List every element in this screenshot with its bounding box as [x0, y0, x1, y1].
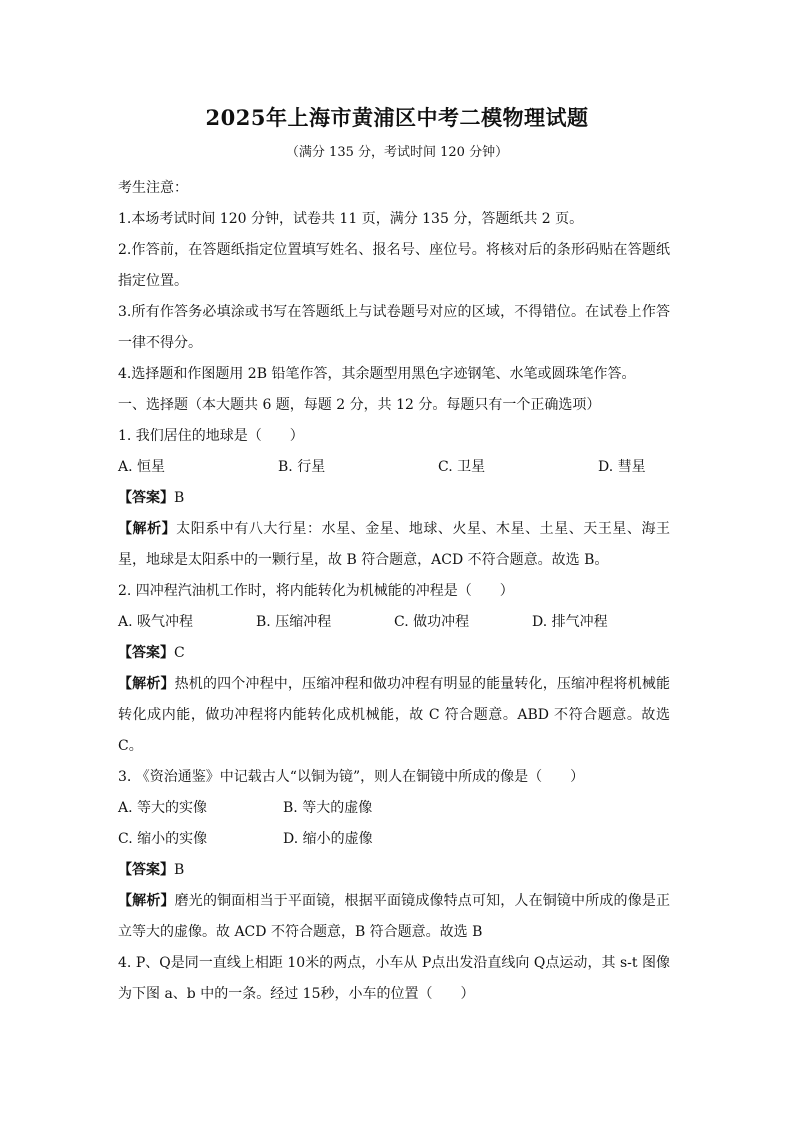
document-body [118, 173, 670, 1010]
option-d: D. 排气冲程 [532, 614, 608, 630]
question-2-answer [118, 638, 670, 669]
question-3-analysis [118, 886, 670, 948]
question-3-options-row-1 [118, 793, 670, 824]
option-d: D. 缩小的虚像 [283, 831, 373, 847]
option-b: B. 等大的虚像 [283, 800, 373, 816]
question-2-stem: 2. 四冲程汽油机工作时，将内能转化为机械能的冲程是（ ） [118, 583, 514, 599]
question-1-analysis [118, 514, 670, 576]
answer-value: C [174, 645, 185, 661]
notice-item-1: 1.本场考试时间 120 分钟，试卷共 11 页，满分 135 分，答题纸共 2 页。 [118, 211, 584, 227]
question-1-answer [118, 483, 670, 514]
analysis-text: 热机的四个冲程中，压缩冲程和做功冲程有明显的能量转化，压缩冲程将机械能转化成内能，做功冲程将内能转化成机械能，故 C 符合题意。ABD 不符合题意。故选 C。 [118, 676, 671, 754]
exam-info: （满分 135 分，考试时间 120 分钟） [285, 145, 509, 160]
notice-item-4: 4.选择题和作图题用 2B 铅笔作答，其余题型用黑色字迹钢笔、水笔或圆珠笔作答。 [118, 366, 636, 382]
option-b: B. 行星 [278, 459, 326, 475]
question-3-stem: 3. 《资治通鉴》中记载古人“以铜为镜”，则人在铜镜中所成的像是（ ） [118, 769, 585, 785]
answer-value: B [174, 862, 185, 878]
analysis-text: 磨光的铜面相当于平面镜，根据平面镜成像特点可知，人在铜镜中所成的像是正立等大的虚像。故 ACD 不符合题意，B 符合题意。故选 B [118, 893, 671, 940]
notice-item-3: 3.所有作答务必填涂或书写在答题纸上与试卷题号对应的区域，不得错位。在试卷上作答一律不得分。 [118, 304, 670, 351]
question-2-options [118, 607, 670, 638]
answer-label: 【答案】 [118, 490, 174, 506]
option-c: C. 缩小的实像 [118, 831, 208, 847]
analysis-text: 太阳系中有八大行星：水星、金星、地球、火星、木星、土星、天王星、海王星，地球是太阳系中的一颗行星，故 B 符合题意，ACD 不符合题意。故选 B。 [118, 521, 671, 568]
notice-heading: 考生注意： [118, 180, 188, 196]
question-1-stem: 1. 我们居住的地球是（ ） [118, 428, 304, 444]
answer-value: B [174, 490, 185, 506]
question-3-answer [118, 855, 670, 886]
question-4-stem: 4. P、Q是同一直线上相距 10米的两点，小车从 P点出发沿直线向 Q点运动，其 s-t 图像为下图 a、b 中的一条。经过 15秒，小车的位置（ ） [118, 955, 670, 1002]
option-d: D. 彗星 [598, 459, 646, 475]
option-c: C. 做功冲程 [394, 614, 470, 630]
option-b: B. 压缩冲程 [256, 614, 332, 630]
section-heading: 一、选择题（本大题共 6 题，每题 2 分，共 12 分。每题只有一个正确选项） [118, 397, 601, 413]
option-a: A. 吸气冲程 [118, 614, 194, 630]
answer-label: 【答案】 [118, 862, 174, 878]
analysis-label: 【解析】 [118, 676, 175, 692]
notice-item-2: 2.作答前，在答题纸指定位置填写姓名、报名号、座位号。将核对后的条形码贴在答题纸指定位置。 [118, 242, 670, 289]
option-c: C. 卫星 [438, 459, 486, 475]
analysis-label: 【解析】 [118, 521, 177, 537]
page-title: 2025年上海市黄浦区中考二模物理试题 [205, 105, 589, 130]
option-a: A. 恒星 [118, 459, 166, 475]
analysis-label: 【解析】 [118, 893, 175, 909]
answer-label: 【答案】 [118, 645, 174, 661]
question-3-options-row-2 [118, 824, 670, 855]
question-2-analysis [118, 669, 670, 762]
question-1-options [118, 452, 670, 483]
option-a: A. 等大的实像 [118, 800, 208, 816]
